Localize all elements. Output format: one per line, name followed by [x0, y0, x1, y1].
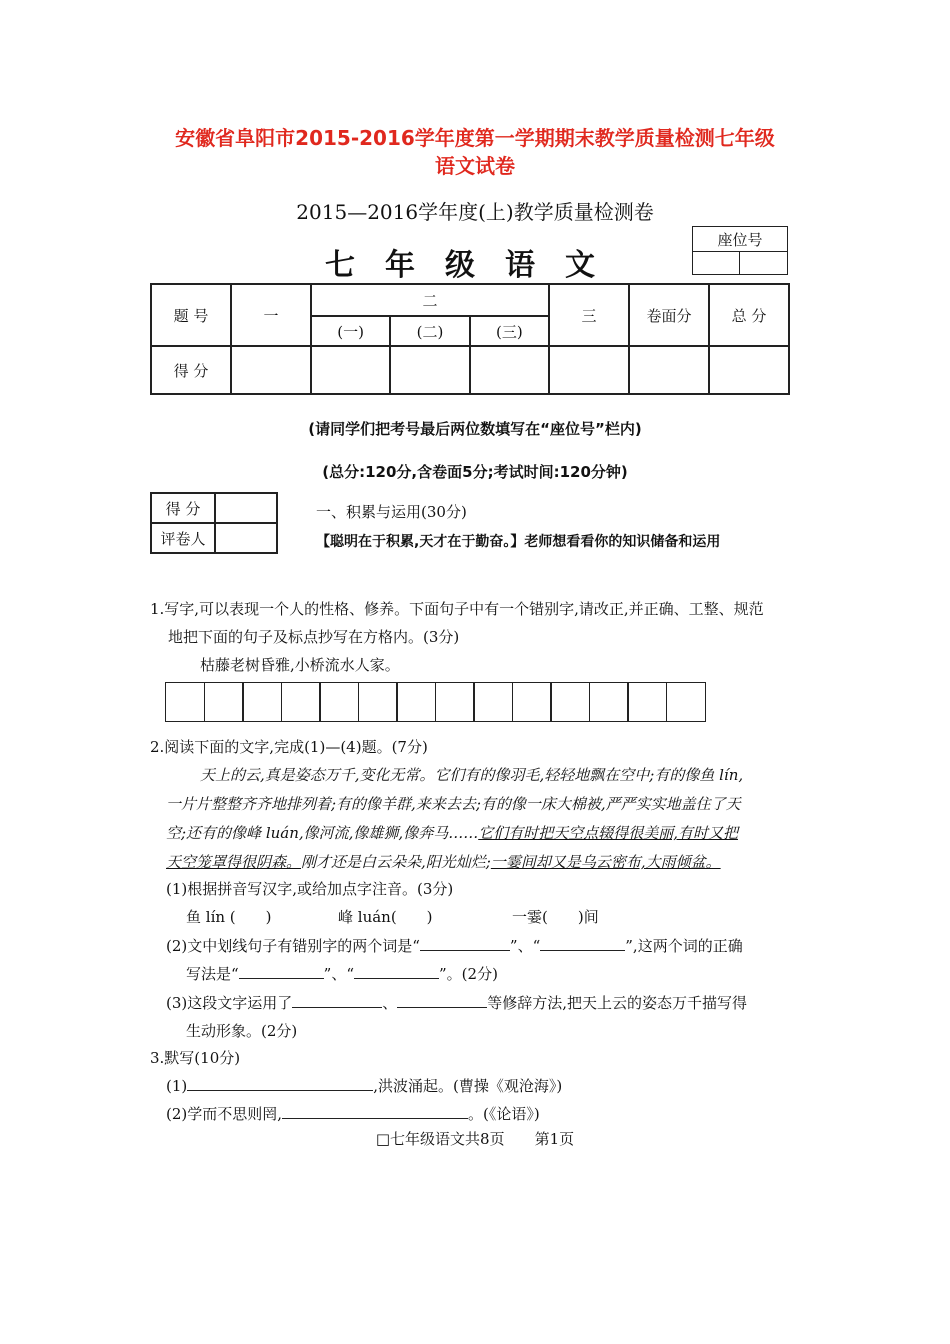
grader-name-label: 评卷人	[151, 523, 215, 553]
q2-sub2-text: ”、“	[323, 965, 355, 983]
q2-sub2-line1	[166, 935, 743, 956]
score-cell[interactable]	[629, 346, 709, 394]
grid-cell[interactable]	[358, 682, 398, 722]
grid-cell[interactable]	[589, 682, 629, 722]
q2-passage-line4	[166, 851, 721, 872]
q2-intro: 2.阅读下面的文字,完成(1)—(4)题。(7分)	[150, 738, 428, 756]
score-cell[interactable]	[549, 346, 629, 394]
q2-sub2-text: ”、“	[509, 937, 541, 955]
answer-blank[interactable]	[397, 993, 487, 1008]
grader-name-cell[interactable]	[215, 523, 277, 553]
document-title: 安徽省阜阳市2015-2016学年度第一学期期末教学质量检测七年级	[175, 126, 775, 150]
seat-digit-2[interactable]	[740, 252, 788, 275]
q3-item-text: ,洪波涌起。(曹操《观沧海》)	[373, 1077, 563, 1095]
score-cell[interactable]	[470, 346, 549, 394]
score-table	[150, 283, 790, 395]
q2-sub2-text: ”,这两个词的正确	[625, 937, 743, 955]
score-cell[interactable]	[311, 346, 390, 394]
question-number-label: 题 号	[151, 284, 231, 346]
answer-blank[interactable]	[292, 993, 382, 1008]
passage-text: 刚才还是白云朵朵,阳光灿烂;	[301, 853, 491, 871]
q2-sub2-text: ”。(2分)	[439, 965, 498, 983]
q2-sub3-text: (3)这段文字运用了	[166, 994, 293, 1012]
score-notice: (总分:120分,含卷面5分;考试时间:120分钟)	[322, 463, 628, 481]
section-heading: 一、积累与运用(30分)	[316, 503, 467, 521]
q3-item1	[166, 1075, 562, 1096]
col-part-three: 三	[549, 284, 629, 346]
q2-sub2-line2	[186, 963, 498, 984]
seat-label: 座位号	[693, 227, 788, 252]
q2-passage-line3	[166, 822, 738, 843]
exam-title: 七年级语文	[325, 248, 625, 283]
q3-item-text: 。(《论语》)	[468, 1105, 540, 1123]
grid-cell[interactable]	[281, 682, 321, 722]
col-part-two-sub1: (一)	[311, 316, 390, 346]
grader-score-cell[interactable]	[215, 493, 277, 523]
grader-score-label: 得 分	[151, 493, 215, 523]
q2-sub1-prompt: (1)根据拼音写汉字,或给加点字注音。(3分)	[166, 880, 454, 898]
underlined-sentence: 一霎间却又是乌云密布,大雨倾盆。	[490, 853, 721, 871]
q1-prompt-line2: 地把下面的句子及标点抄写在方格内。(3分)	[168, 628, 460, 646]
q2-sub3-line1	[166, 992, 747, 1013]
q2-sub3-text: 等修辞方法,把天上云的姿态万千描写得	[487, 994, 748, 1012]
grid-cell[interactable]	[473, 682, 513, 722]
q3-item-text: (1)	[166, 1077, 188, 1095]
q2-sub2-text: 写法是“	[186, 965, 239, 983]
section-motto: 【聪明在于积累,天才在于勤奋。】老师想看看你的知识储备和运用	[316, 534, 721, 550]
score-cell[interactable]	[231, 346, 311, 394]
q2-passage-line1: 天上的云,真是姿态万千,变化无常。它们有的像羽毛,轻轻地飘在空中;有的像鱼 lín,	[200, 766, 744, 784]
q2-sub1-a[interactable]: 鱼 lín ( )	[186, 908, 272, 926]
col-neatness: 卷面分	[629, 284, 709, 346]
score-cell[interactable]	[390, 346, 469, 394]
writing-grid	[165, 682, 704, 722]
q3-heading: 3.默写(10分)	[150, 1049, 241, 1067]
answer-blank[interactable]	[187, 1076, 373, 1091]
underlined-sentence: 天空笼罩得很阴森。	[166, 853, 302, 871]
answer-blank[interactable]	[540, 936, 625, 951]
grid-cell[interactable]	[165, 682, 205, 722]
q2-sub3-text: 、	[382, 994, 398, 1012]
q2-sub2-text: (2)文中划线句子有错别字的两个词是“	[166, 937, 420, 955]
q2-sub1-c[interactable]: 一霎( )间	[512, 908, 599, 926]
grid-cell[interactable]	[204, 682, 244, 722]
q2-passage-line2: 一片片整整齐齐地排列着;有的像羊群,来来去去;有的像一床大棉被,严严实实地盖住了天	[166, 795, 741, 813]
grader-box	[150, 492, 278, 554]
col-total: 总 分	[709, 284, 789, 346]
q1-sentence: 枯藤老树昏雅,小桥流水人家。	[200, 656, 400, 674]
answer-blank[interactable]	[239, 964, 324, 979]
score-cell[interactable]	[709, 346, 789, 394]
q2-sub1-b[interactable]: 峰 luán( )	[338, 908, 433, 926]
answer-blank[interactable]	[354, 964, 439, 979]
grid-cell[interactable]	[319, 682, 359, 722]
answer-blank[interactable]	[420, 936, 510, 951]
col-part-two-sub3: (三)	[470, 316, 549, 346]
seat-notice: (请同学们把考号最后两位数填写在“座位号”栏内)	[308, 420, 642, 438]
answer-blank[interactable]	[282, 1104, 468, 1119]
seat-digit-1[interactable]	[693, 252, 740, 275]
q3-item-text: (2)学而不思则罔,	[166, 1105, 283, 1123]
score-row-label: 得 分	[151, 346, 231, 394]
grid-cell[interactable]	[242, 682, 282, 722]
grid-cell[interactable]	[396, 682, 436, 722]
grid-cell[interactable]	[627, 682, 667, 722]
col-part-one: 一	[231, 284, 311, 346]
q1-prompt-line1: 1.写字,可以表现一个人的性格、修养。下面句子中有一个错别字,请改正,并正确、工整、规范	[150, 600, 764, 618]
grid-cell[interactable]	[550, 682, 590, 722]
underlined-sentence: 它们有时把天空点辍得很美丽,有时又把	[478, 824, 738, 842]
col-part-two: 二	[311, 284, 549, 316]
seat-number-box	[692, 226, 788, 275]
col-part-two-sub2: (二)	[390, 316, 469, 346]
q3-item2	[166, 1103, 540, 1124]
grid-cell[interactable]	[435, 682, 475, 722]
exam-subtitle: 2015—2016学年度(上)教学质量检测卷	[296, 200, 654, 224]
document-title-line2: 语文试卷	[435, 154, 515, 178]
q2-sub3-line2: 生动形象。(2分)	[186, 1022, 298, 1040]
passage-text: 空;还有的像峰 luán,像河流,像雄狮,像奔马……	[166, 824, 479, 842]
page-footer: □七年级语文共8页 第1页	[375, 1130, 575, 1148]
grid-cell[interactable]	[512, 682, 552, 722]
grid-cell[interactable]	[666, 682, 706, 722]
